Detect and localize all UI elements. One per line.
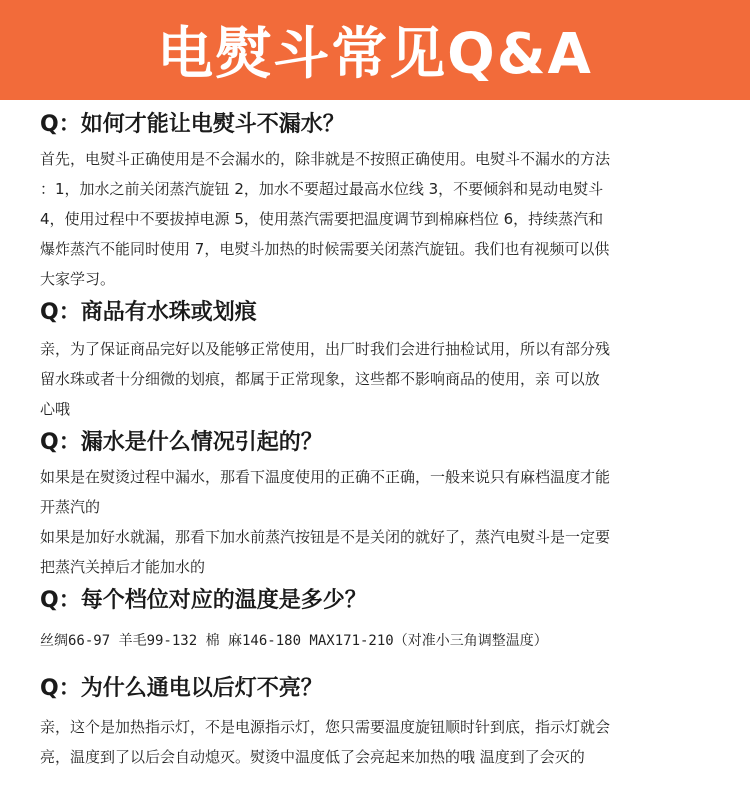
answer-line: 首先，电熨斗正确使用是不会漏水的，除非就是不按照正确使用。电熨斗不漏水的方法 xyxy=(40,150,611,168)
answer-line: 把蒸汽关掉后才能加水的 xyxy=(40,558,206,576)
faq-answer xyxy=(40,144,730,294)
answer-line: ：1，加水之前关闭蒸汽旋钮 2，加水不要超过最高水位线 3，不要倾斜和晃动电熨斗 xyxy=(40,180,604,198)
answer-line: 留水珠或者十分细微的划痕，都属于正常现象，这些都不影响商品的使用，亲 可以放 xyxy=(40,370,600,388)
answer-line: 如果是在熨烫过程中漏水，那看下温度使用的正确不正确，一般来说只有麻档温度才能 xyxy=(40,468,611,486)
answer-line: 亮，温度到了以后会自动熄灭。熨烫中温度低了会亮起来加热的哦 温度到了会灭的 xyxy=(40,748,585,766)
faq-question: Q：商品有水珠或划痕 xyxy=(40,300,257,325)
answer-line: 亲，为了保证商品完好以及能够正常使用，出厂时我们会进行抽检试用，所以有部分残 xyxy=(40,340,611,358)
faq-answer xyxy=(40,462,730,582)
faq-answer xyxy=(40,334,730,424)
faq-answer xyxy=(40,626,730,656)
faq-question: Q：每个档位对应的温度是多少？ xyxy=(40,588,367,613)
faq-item xyxy=(40,590,730,656)
faq-item xyxy=(40,302,730,424)
answer-line: 大家学习。 xyxy=(40,270,116,288)
answer-line: 爆炸蒸汽不能同时使用 7，电熨斗加热的时候需要关闭蒸汽旋钮。我们也有视频可以供 xyxy=(40,240,610,258)
title-banner xyxy=(0,0,750,100)
faq-item xyxy=(40,114,730,294)
faq-question: Q：如何才能让电熨斗不漏水？ xyxy=(40,112,345,137)
faq-item xyxy=(40,678,730,772)
faq-answer xyxy=(40,712,730,772)
answer-line: 4，使用过程中不要拔掉电源 5，使用蒸汽需要把温度调节到棉麻档位 6，持续蒸汽和 xyxy=(40,210,604,228)
page-title: 电熨斗常见Q&A xyxy=(157,22,593,87)
answer-line: 丝绸66-97 羊毛99-132 棉 麻146-180 MAX171-210（对准小三角调整温度） xyxy=(40,633,548,649)
answer-line: 开蒸汽的 xyxy=(40,498,101,516)
faq-question: Q：为什么通电以后灯不亮？ xyxy=(40,676,323,701)
faq-question: Q：漏水是什么情况引起的？ xyxy=(40,430,323,455)
answer-line: 心哦 xyxy=(40,400,71,418)
answer-line: 亲，这个是加热指示灯，不是电源指示灯，您只需要温度旋钮顺时针到底，指示灯就会 xyxy=(40,718,611,736)
answer-line: 如果是加好水就漏，那看下加水前蒸汽按钮是不是关闭的就好了，蒸汽电熨斗是一定要 xyxy=(40,528,611,546)
faq-item xyxy=(40,432,730,582)
faq-content xyxy=(0,114,730,772)
